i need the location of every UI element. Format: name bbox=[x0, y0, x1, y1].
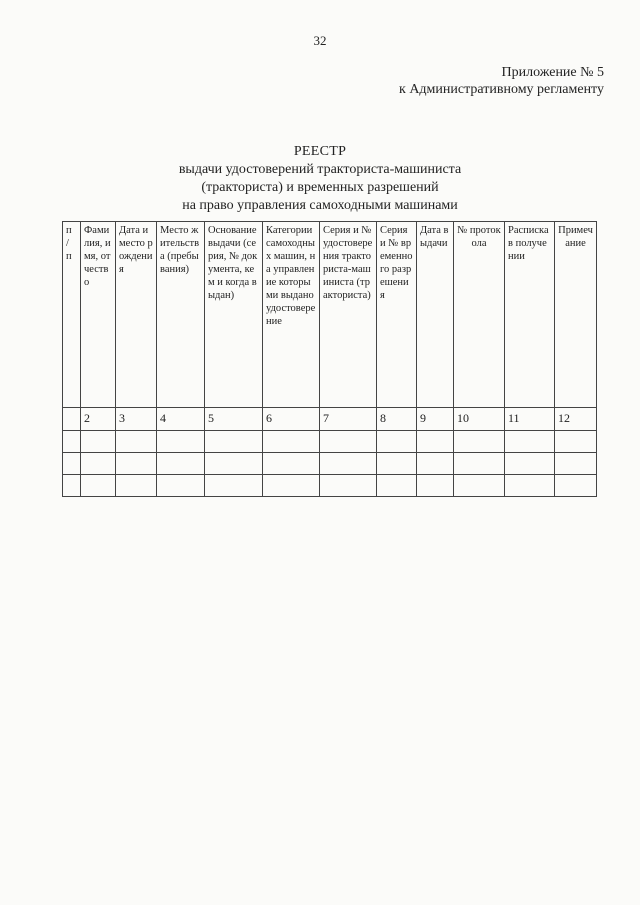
table-cell bbox=[454, 453, 505, 475]
column-number-cell: 2 bbox=[81, 408, 116, 431]
header-cell: Место жительства (пребывания) bbox=[157, 222, 205, 408]
header-cell: Фамилия, имя, отчество bbox=[81, 222, 116, 408]
table-cell bbox=[116, 475, 157, 497]
table-cell bbox=[63, 475, 81, 497]
header-cell: Примечание bbox=[555, 222, 597, 408]
table-cell bbox=[505, 475, 555, 497]
table-cell bbox=[263, 431, 320, 453]
header-cell: Серия и № удостоверения тракториста-машиниста (тракториста) bbox=[320, 222, 377, 408]
table-cell bbox=[205, 453, 263, 475]
column-number-cell: 12 bbox=[555, 408, 597, 431]
column-number-cell: 11 bbox=[505, 408, 555, 431]
title-line-2: (тракториста) и временных разрешений bbox=[201, 180, 439, 195]
table-cell bbox=[505, 453, 555, 475]
registry-table bbox=[62, 221, 597, 497]
table-cell bbox=[417, 453, 454, 475]
table-cell bbox=[555, 453, 597, 475]
document-title bbox=[0, 143, 640, 215]
table-row bbox=[63, 475, 597, 497]
table-cell bbox=[81, 475, 116, 497]
table-cell bbox=[63, 453, 81, 475]
table-cell bbox=[417, 431, 454, 453]
column-number-cell: 9 bbox=[417, 408, 454, 431]
table-cell bbox=[81, 453, 116, 475]
column-number-cell: 7 bbox=[320, 408, 377, 431]
table-cell bbox=[320, 431, 377, 453]
table-cell bbox=[454, 431, 505, 453]
title-line-3: на право управления самоходными машинами bbox=[182, 198, 458, 213]
table-cell bbox=[63, 431, 81, 453]
table-cell bbox=[205, 475, 263, 497]
table-cell bbox=[417, 475, 454, 497]
header-cell: Серия и № временного разрешения bbox=[377, 222, 417, 408]
appendix-line-1: Приложение № 5 bbox=[501, 65, 604, 80]
column-number-row bbox=[63, 408, 597, 431]
header-cell: Категории самоходных машин, на управление которыми выдано удостоверение bbox=[263, 222, 320, 408]
table-cell bbox=[320, 453, 377, 475]
table-cell bbox=[157, 453, 205, 475]
header-cell: Дата и место рождения bbox=[116, 222, 157, 408]
table-cell bbox=[157, 475, 205, 497]
title-heading: РЕЕСТР bbox=[293, 144, 347, 159]
table-cell bbox=[116, 453, 157, 475]
header-cell: п / п bbox=[63, 222, 81, 408]
table-row bbox=[63, 431, 597, 453]
column-number-cell bbox=[63, 408, 81, 431]
table-row bbox=[63, 453, 597, 475]
column-number-cell: 8 bbox=[377, 408, 417, 431]
column-number-cell: 6 bbox=[263, 408, 320, 431]
header-cell: Дата выдачи bbox=[417, 222, 454, 408]
table-cell bbox=[377, 453, 417, 475]
header-cell: Расписка в получении bbox=[505, 222, 555, 408]
table-cell bbox=[505, 431, 555, 453]
table-cell bbox=[555, 431, 597, 453]
table-cell bbox=[320, 475, 377, 497]
table-cell bbox=[377, 475, 417, 497]
header-cell: Основание выдачи (серия, № документа, кем и когда выдан) bbox=[205, 222, 263, 408]
header-cell: № протокола bbox=[454, 222, 505, 408]
column-number-cell: 5 bbox=[205, 408, 263, 431]
table-cell bbox=[555, 475, 597, 497]
table-cell bbox=[116, 431, 157, 453]
table-cell bbox=[454, 475, 505, 497]
appendix-note bbox=[399, 64, 604, 98]
appendix-line-2: к Административному регламенту bbox=[399, 82, 604, 97]
column-number-cell: 10 bbox=[454, 408, 505, 431]
page-number: 32 bbox=[313, 33, 327, 48]
title-line-1: выдачи удостоверений тракториста-машиниста bbox=[178, 162, 462, 177]
table-header-row bbox=[63, 222, 597, 408]
table-cell bbox=[377, 431, 417, 453]
table-cell bbox=[81, 431, 116, 453]
column-number-cell: 4 bbox=[157, 408, 205, 431]
table-cell bbox=[263, 453, 320, 475]
table-cell bbox=[205, 431, 263, 453]
table-cell bbox=[157, 431, 205, 453]
column-number-cell: 3 bbox=[116, 408, 157, 431]
table-cell bbox=[263, 475, 320, 497]
